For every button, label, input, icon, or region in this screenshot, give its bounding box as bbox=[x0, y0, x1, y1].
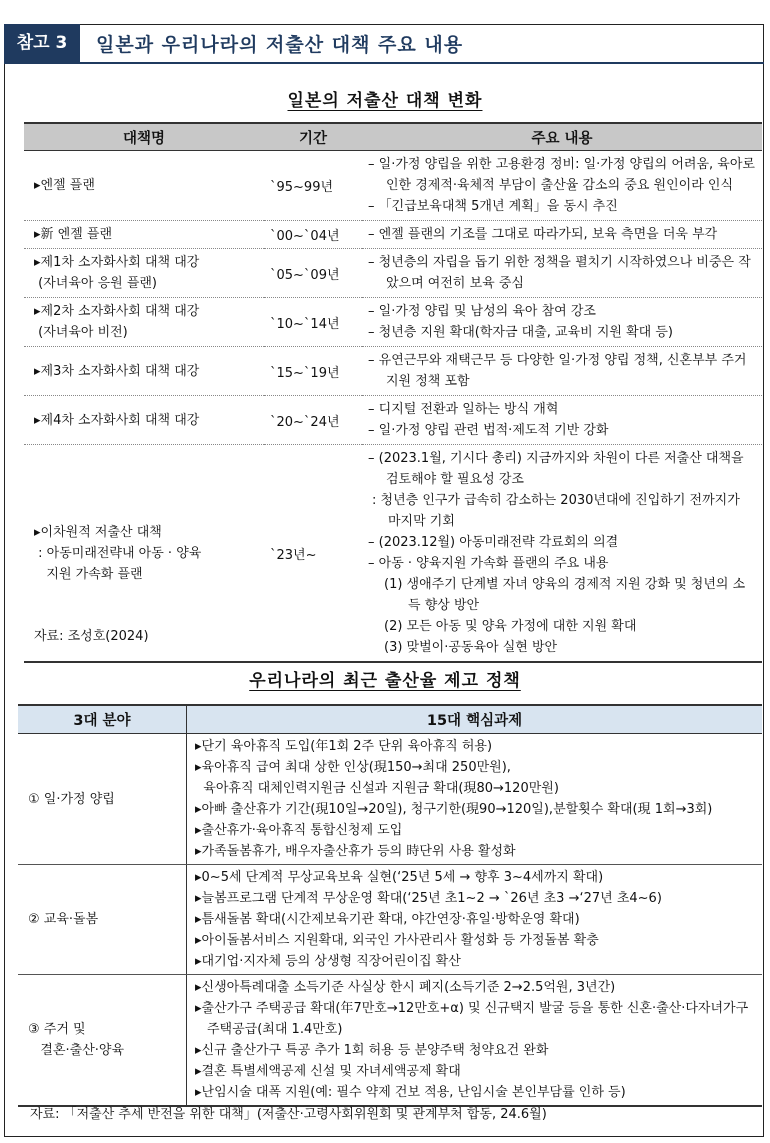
header-rule bbox=[4, 62, 764, 64]
area-label: ② 교육·돌봄 bbox=[28, 912, 99, 927]
content-cell bbox=[362, 396, 762, 445]
area-label: 결혼·출산·양육 bbox=[28, 1043, 125, 1058]
task-item: ▸난임시술 대폭 지원(예: 필수 약제 건보 적용, 난임시술 본인부담률 인하 등) bbox=[195, 1085, 626, 1100]
content-line: – 엔젤 플랜의 기조를 그대로 따라가되, 보육 측면을 더욱 부각 bbox=[368, 227, 718, 242]
korea-section-title: 우리나라의 최근 출산율 제고 정책 bbox=[249, 671, 521, 691]
content-line: – 일·가정 양립을 위한 고용환경 정비: 일·가정 양립의 어려움, 육아로 인한 경제적·육체적 부담이 출산율 감소의 중요 원인이라 인식 bbox=[368, 157, 755, 193]
policy-name-line: ▸新 엔젤 플랜 bbox=[34, 227, 113, 242]
content-cell bbox=[362, 221, 762, 249]
period-cell: `00~`04년 bbox=[264, 221, 362, 249]
area-cell bbox=[18, 975, 187, 1107]
content-line: – 디지털 전환과 일하는 방식 개혁 bbox=[368, 402, 559, 417]
task-item: ▸신규 출산가구 특공 추가 1회 허용 등 분양주택 청약요건 완화 bbox=[195, 1043, 549, 1058]
content-cell bbox=[362, 347, 762, 396]
task-item: ▸아이돌봄서비스 지원확대, 외국인 가사관리사 활성화 등 가정돌봄 확충 bbox=[195, 933, 599, 948]
col-area: 3대 분야 bbox=[18, 705, 187, 734]
content-line: (3) 맞벌이·공동육아 실현 방안 bbox=[384, 640, 558, 655]
period-cell: `20~`24년 bbox=[264, 396, 362, 445]
content-line: : 청년층 인구가 급속히 감소하는 2030년대에 진입하기 전까지가 마지막 기회 bbox=[372, 493, 740, 529]
task-item: ▸신생아특례대출 소득기준 사실상 한시 폐지(소득기준 2→2.5억원, 3년간) bbox=[195, 980, 616, 995]
reference-tag: 참고 3 bbox=[4, 24, 80, 62]
task-item: ▸늘봄프로그램 단계적 무상운영 확대(‘25년 초1~2 → `26년 초3 →‘27년 초4~6) bbox=[195, 891, 662, 906]
task-item: ▸0~5세 단계적 무상교육보육 실현(‘25년 5세 → 향후 3~4세까지 확대) bbox=[195, 870, 604, 885]
area-cell bbox=[18, 734, 187, 865]
period-cell: `95~99년 bbox=[264, 151, 362, 221]
content-line: – 아동 · 양육지원 가속화 플랜의 주요 내용 bbox=[368, 556, 609, 571]
task-item: ▸출산휴가·육아휴직 통합신청제 도입 bbox=[195, 823, 403, 838]
policy-name-cell bbox=[24, 298, 264, 347]
area-cell bbox=[18, 865, 187, 975]
period-cell: `05~`09년 bbox=[264, 249, 362, 298]
content-line: (2) 모든 아동 및 양육 가정에 대한 지원 확대 bbox=[384, 619, 637, 634]
area-label: ① 일·가정 양립 bbox=[28, 791, 115, 807]
korea-source: 자료: 「저출산 추세 반전을 위한 대책」(저출산·고령사회위원회 및 관계부처 합동, 24.6월) bbox=[30, 1107, 547, 1122]
content-line: – 일·가정 양립 관련 법적·제도적 기반 강화 bbox=[368, 423, 609, 438]
col-policy-name: 대책명 bbox=[24, 123, 264, 151]
policy-name-cell bbox=[24, 347, 264, 396]
policy-name-cell bbox=[24, 249, 264, 298]
table-row bbox=[18, 734, 762, 865]
page-header bbox=[0, 0, 770, 64]
task-item: ▸아빠 출산휴가 기간(現10일→20일), 청구기한(現90→120일),분할횟수 확대(現 1회→3회) bbox=[195, 802, 713, 817]
task-item: ▸단기 육아휴직 도입(年1회 2주 단위 육아휴직 허용) bbox=[195, 739, 493, 754]
content-line: – 일·가정 양립 및 남성의 육아 참여 강조 bbox=[368, 304, 596, 319]
table-row bbox=[24, 347, 762, 396]
tasks-cell bbox=[187, 975, 763, 1107]
table-row bbox=[24, 298, 762, 347]
content-cell bbox=[362, 445, 762, 663]
content-line: – 「긴급보육대책 5개년 계획」을 동시 추진 bbox=[368, 199, 618, 214]
task-item: ▸출산가구 주택공급 확대(年7만호→12만호+α) 및 신규택지 발굴 등을 통한 신혼·출산·다자녀가구 주택공급(최대 1.4만호) bbox=[195, 1001, 749, 1037]
content-line: – 청년층의 자립을 돕기 위한 정책을 펼치기 시작하였으나 비중은 작았으며 여전히 보육 중심 bbox=[368, 255, 751, 291]
policy-name-cell bbox=[24, 221, 264, 249]
col-period: 기간 bbox=[264, 123, 362, 151]
table-row bbox=[24, 151, 762, 221]
table-row bbox=[18, 865, 762, 975]
japan-section-title: 일본의 저출산 대책 변화 bbox=[287, 91, 483, 111]
table-row bbox=[24, 249, 762, 298]
area-label: ③ 주거 및 bbox=[28, 1022, 86, 1037]
col-content: 주요 내용 bbox=[362, 123, 762, 151]
japan-policy-table bbox=[24, 122, 762, 663]
tasks-cell bbox=[187, 865, 763, 975]
policy-name-line: ▸제1차 소자화사회 대책 대강 bbox=[34, 255, 200, 270]
table-row bbox=[24, 396, 762, 445]
tasks-cell bbox=[187, 734, 763, 865]
col-tasks: 15대 핵심과제 bbox=[187, 705, 763, 734]
policy-name-cell bbox=[24, 396, 264, 445]
content-line: (1) 생애주기 단계별 자녀 양육의 경제적 지원 강화 및 청년의 소득 향상 방안 bbox=[384, 577, 746, 613]
period-cell: `15~`19년 bbox=[264, 347, 362, 396]
task-item: ▸육아휴직 급여 최대 상한 인상(現150→최대 250만원), bbox=[195, 760, 511, 775]
period-cell: `23년~ bbox=[264, 445, 362, 663]
page-title: 일본과 우리나라의 저출산 대책 주요 내용 bbox=[96, 34, 464, 56]
korea-policy-table bbox=[18, 704, 762, 1107]
content-cell bbox=[362, 151, 762, 221]
task-item: ▸가족돌봄휴가, 배우자출산휴가 등의 時단위 사용 활성화 bbox=[195, 844, 516, 859]
content-line: – 유연근무와 재택근무 등 다양한 일·가정 양립 정책, 신혼부부 주거 지원 정책 포함 bbox=[368, 353, 747, 389]
task-item: ▸대기업·지자체 등의 상생형 직장어린이집 확산 bbox=[195, 954, 461, 969]
korea-table-header bbox=[18, 705, 762, 734]
task-item: ▸결혼 특별세액공제 신설 및 자녀세액공제 확대 bbox=[195, 1064, 461, 1079]
policy-name-line: ▸제3차 소자화사회 대책 대강 bbox=[34, 363, 200, 379]
policy-name-line: ▸이차원적 저출산 대책 bbox=[34, 524, 162, 540]
policy-name-line: (자녀육아 비전) bbox=[34, 325, 128, 340]
policy-name-line: 지원 가속화 플랜 bbox=[34, 566, 143, 582]
content-line: – (2023.1월, 기시다 총리) 지금까지와 차원이 다른 저출산 대책을 검토해야 할 필요성 강조 bbox=[368, 451, 744, 487]
table-row bbox=[24, 221, 762, 249]
japan-source: 자료: 조성호(2024) bbox=[34, 629, 149, 644]
policy-name-line: ▸제2차 소자화사회 대책 대강 bbox=[34, 304, 200, 319]
policy-name-line: ▸제4차 소자화사회 대책 대강 bbox=[34, 412, 200, 428]
policy-name-line: : 아동미래전략내 아동 · 양육 bbox=[34, 545, 202, 561]
policy-name-cell bbox=[24, 151, 264, 221]
policy-name-line: (자녀육아 응원 플랜) bbox=[34, 276, 158, 291]
japan-table-header bbox=[24, 123, 762, 151]
task-item: 육아휴직 대체인력지원금 신설과 지원금 확대(現80→120만원) bbox=[195, 781, 559, 796]
content-cell bbox=[362, 249, 762, 298]
content-line: – (2023.12월) 아동미래전략 각료회의 의결 bbox=[368, 535, 619, 550]
table-row bbox=[18, 975, 762, 1107]
period-cell: `10~`14년 bbox=[264, 298, 362, 347]
content-line: – 청년층 지원 확대(학자금 대출, 교육비 지원 확대 등) bbox=[368, 325, 673, 340]
task-item: ▸틈새돌봄 확대(시간제보육기관 확대, 야간연장·휴일·방학운영 확대) bbox=[195, 912, 580, 927]
policy-name-line: ▸엔젤 플랜 bbox=[34, 178, 95, 193]
content-cell bbox=[362, 298, 762, 347]
